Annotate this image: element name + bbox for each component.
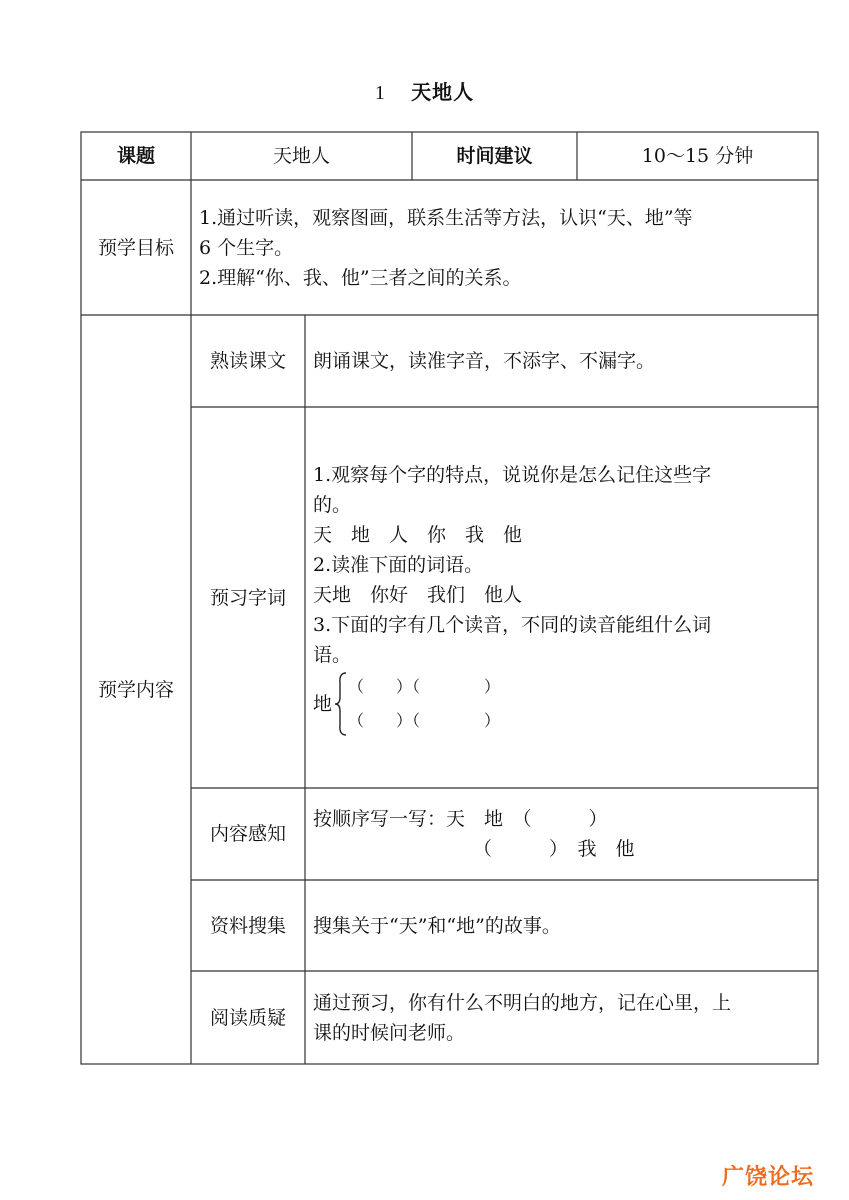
goals-label: 预学目标 (97, 236, 174, 259)
words-line-7: 语。 (313, 644, 352, 666)
goals-line-1: 1.通过听读，观察图画，联系生活等方法，认识“天、地”等 (199, 206, 693, 229)
brace-line-1: （ ）（ ） (348, 677, 501, 696)
content-label: 预学内容 (97, 678, 174, 701)
question-line-1: 通过预习，你有什么不明白的地方，记在心里，上 (313, 991, 732, 1014)
time-value: 10～15 分钟 (641, 145, 754, 167)
topic-label: 课题 (116, 145, 155, 167)
question-text (305, 971, 818, 1064)
read-label: 熟读课文 (209, 350, 286, 372)
lesson-number: 1 (374, 82, 386, 104)
words-text (305, 407, 818, 788)
topic-value: 天地人 (272, 145, 330, 167)
words-line-4: 2.读准下面的词语。 (313, 554, 484, 576)
perceive-label: 内容感知 (209, 823, 286, 845)
words-line-6: 3.下面的字有几个读音，不同的读音能组什么词 (313, 614, 712, 636)
question-line-2: 课的时候问老师。 (313, 1021, 466, 1044)
words-line-5: 天地 你好 我们 他人 (313, 584, 523, 606)
question-label: 阅读质疑 (209, 1006, 286, 1029)
collect-text: 搜集关于“天”和“地”的故事。 (313, 914, 561, 937)
goals-line-3: 2.理解“你、我、他”三者之间的关系。 (199, 266, 522, 289)
collect-label: 资料搜集 (209, 914, 286, 937)
perceive-line-1: 按顺序写一写：天 地 （ ） (313, 808, 608, 830)
polyphone-char: 地 (313, 693, 333, 715)
words-line-2: 的。 (313, 494, 352, 516)
words-label: 预习字词 (209, 586, 286, 609)
goals-line-2: 6 个生字。 (199, 236, 294, 259)
lesson-name: 天地人 (411, 80, 475, 104)
time-label: 时间建议 (456, 145, 533, 167)
brace-icon (334, 671, 348, 737)
goals-text (191, 180, 818, 315)
words-line-1: 1.观察每个字的特点，说说你是怎么记住这些字 (313, 464, 712, 486)
perceive-text (305, 788, 818, 880)
polyphone-exercise (313, 670, 500, 738)
brace-line-2: （ ）（ ） (348, 711, 501, 730)
watermark-logo: 广饶论坛 (722, 1165, 815, 1190)
read-text: 朗诵课文，读准字音，不添字、不漏字。 (313, 350, 656, 372)
words-line-3: 天 地 人 你 我 他 (313, 524, 523, 546)
perceive-line-2: （ ） 我 他 (473, 838, 635, 860)
